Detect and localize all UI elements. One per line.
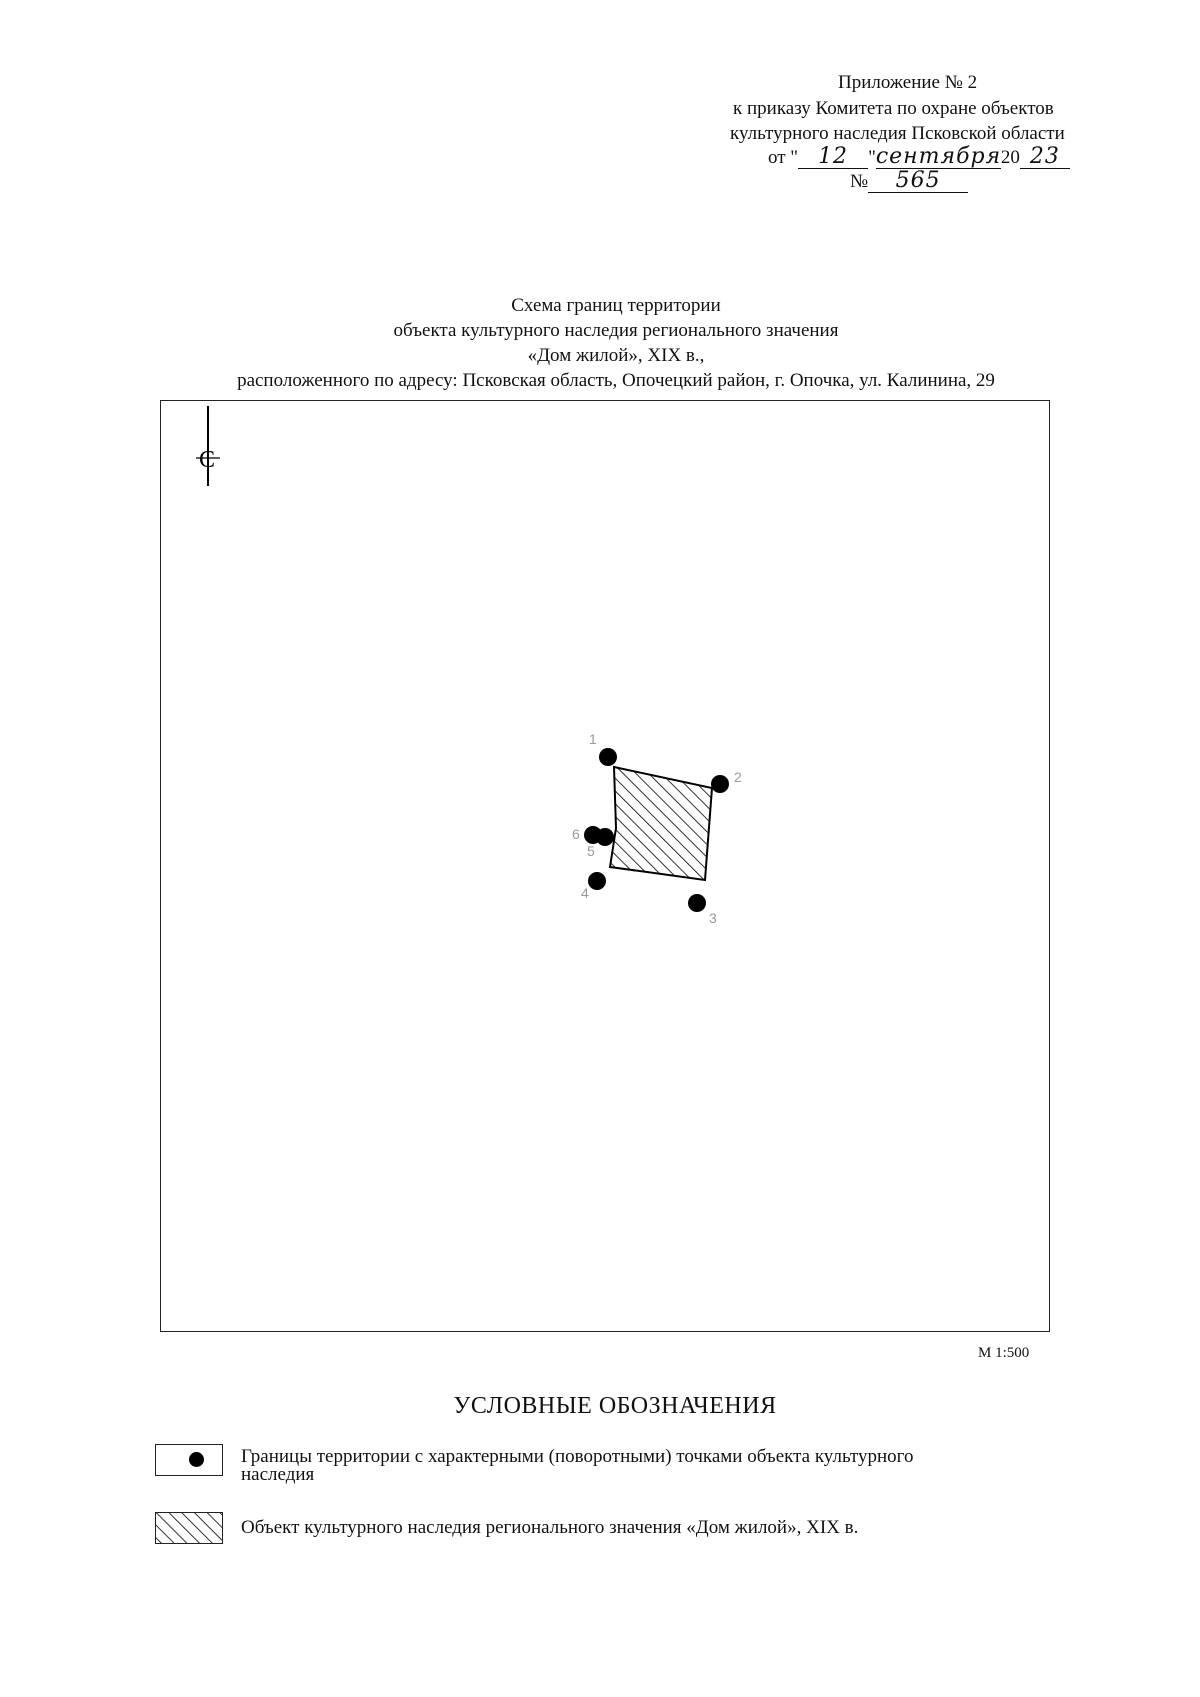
number-value: 565 — [868, 170, 968, 193]
point-label-4: 4 — [581, 885, 589, 901]
boundary-point-4 — [588, 872, 606, 890]
boundary-point-3 — [688, 894, 706, 912]
committee-name: культурного наследия Псковской области — [730, 123, 1065, 144]
order-reference: к приказу Комитета по охране объектов — [733, 98, 1054, 119]
map-frame — [160, 400, 1050, 1332]
map-scale: М 1:500 — [978, 1345, 1030, 1361]
date-year: 23 — [1020, 146, 1070, 169]
point-label-2: 2 — [734, 769, 742, 785]
point-label-1: 1 — [589, 731, 597, 747]
north-arrow-icon — [196, 406, 220, 486]
date-year-prefix: 20 — [1000, 147, 1020, 168]
heritage-object — [610, 767, 712, 880]
object-name: «Дом жилой», XIX в., — [527, 345, 705, 366]
order-number — [850, 170, 968, 193]
north-label: С — [199, 447, 216, 473]
date-month: сентября — [875, 144, 1002, 169]
scheme-subtitle: объекта культурного наследия регионального значения — [393, 320, 839, 341]
legend-title: УСЛОВНЫЕ ОБОЗНАЧЕНИЯ — [453, 1393, 777, 1419]
map-canvas — [161, 401, 1048, 1330]
point-label-5: 5 — [587, 843, 595, 859]
scheme-title: Схема границ территории — [511, 295, 721, 316]
date-day: 12 — [798, 146, 868, 169]
legend-boundary-symbol — [155, 1444, 223, 1476]
date-prefix: от " — [768, 147, 799, 168]
legend-object-text: Объект культурного наследия регионального значения «Дом жилой», XIX в. — [241, 1517, 859, 1538]
legend-boundary-text-cont: наследия — [241, 1464, 315, 1485]
number-prefix: № — [850, 171, 869, 192]
legend-boundary-text: Границы территории с характерными (поворотными) точками объекта культурного — [241, 1446, 914, 1467]
appendix-number: Приложение № 2 — [838, 72, 978, 93]
date-mid: " — [868, 147, 876, 168]
boundary-point-2 — [711, 775, 729, 793]
hatch-icon — [156, 1513, 222, 1543]
boundary-point-1 — [599, 748, 617, 766]
order-date — [768, 146, 1070, 169]
point-label-6: 6 — [572, 826, 580, 842]
legend-object-symbol — [155, 1512, 223, 1544]
object-address: расположенного по адресу: Псковская область, Опочецкий район, г. Опочка, ул. Калинина, 29 — [237, 370, 995, 391]
point-label-3: 3 — [709, 910, 717, 926]
boundary-point-6 — [584, 826, 602, 844]
boundary-point-icon — [189, 1452, 204, 1467]
